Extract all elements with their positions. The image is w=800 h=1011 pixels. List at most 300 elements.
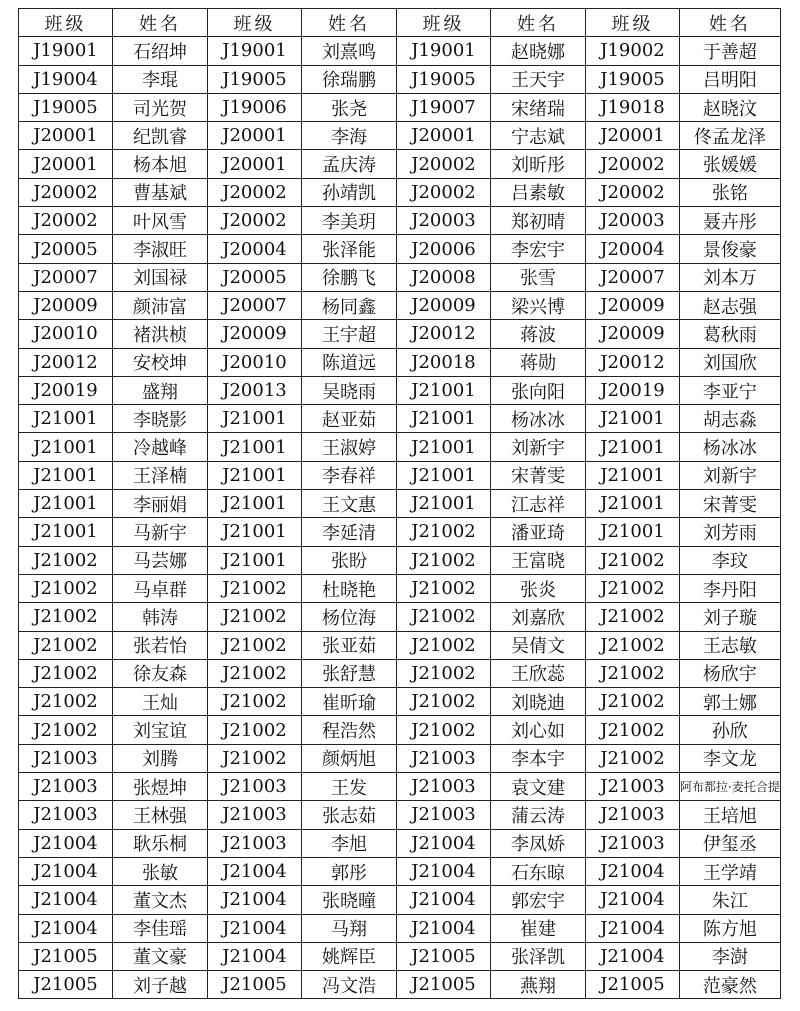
class-cell: J21004 bbox=[19, 914, 113, 942]
name-cell: 吕素敏 bbox=[491, 178, 586, 206]
name-cell: 孟庆涛 bbox=[302, 150, 397, 178]
name-cell: 郭士娜 bbox=[680, 688, 781, 716]
name-cell: 褚洪桢 bbox=[113, 320, 208, 348]
class-cell: J20005 bbox=[208, 263, 302, 291]
name-cell: 袁文建 bbox=[491, 773, 586, 801]
column-header-name: 姓名 bbox=[113, 9, 208, 37]
name-cell: 杨冰冰 bbox=[491, 405, 586, 433]
class-cell: J21003 bbox=[208, 829, 302, 857]
class-cell: J21003 bbox=[586, 801, 680, 829]
class-cell: J20012 bbox=[397, 320, 491, 348]
class-cell: J21001 bbox=[19, 405, 113, 433]
class-cell: J21001 bbox=[208, 490, 302, 518]
name-cell: 刘腾 bbox=[113, 744, 208, 772]
table-row bbox=[19, 291, 781, 319]
class-cell: J20004 bbox=[208, 235, 302, 263]
class-cell: J21001 bbox=[397, 405, 491, 433]
name-cell: 张亚茹 bbox=[302, 631, 397, 659]
class-cell: J21003 bbox=[397, 801, 491, 829]
name-cell: 蒋波 bbox=[491, 320, 586, 348]
name-cell: 杨欣宇 bbox=[680, 659, 781, 687]
name-cell: 张向阳 bbox=[491, 376, 586, 404]
name-cell: 李海 bbox=[302, 122, 397, 150]
name-cell: 韩涛 bbox=[113, 603, 208, 631]
class-cell: J20009 bbox=[208, 320, 302, 348]
name-cell: 杨本旭 bbox=[113, 150, 208, 178]
class-cell: J21002 bbox=[19, 546, 113, 574]
name-cell: 马芸娜 bbox=[113, 546, 208, 574]
name-cell: 张敏 bbox=[113, 857, 208, 885]
name-cell: 刘芳雨 bbox=[680, 518, 781, 546]
class-cell: J20003 bbox=[397, 207, 491, 235]
class-cell: J21001 bbox=[586, 490, 680, 518]
name-cell: 王泽楠 bbox=[113, 461, 208, 489]
name-cell: 马新宇 bbox=[113, 518, 208, 546]
table-header bbox=[19, 9, 781, 37]
roster-table bbox=[18, 8, 781, 999]
table-row bbox=[19, 405, 781, 433]
name-cell: 马卓群 bbox=[113, 574, 208, 602]
name-cell: 颜炳旭 bbox=[302, 744, 397, 772]
name-cell: 王志敏 bbox=[680, 631, 781, 659]
name-cell: 聂卉彤 bbox=[680, 207, 781, 235]
column-header-class: 班级 bbox=[397, 9, 491, 37]
table-row bbox=[19, 348, 781, 376]
name-cell: 宋菁雯 bbox=[680, 490, 781, 518]
class-cell: J21001 bbox=[586, 461, 680, 489]
name-cell: 吴晓雨 bbox=[302, 376, 397, 404]
class-cell: J20005 bbox=[19, 235, 113, 263]
class-cell: J20009 bbox=[397, 291, 491, 319]
table-row bbox=[19, 829, 781, 857]
class-cell: J21001 bbox=[397, 461, 491, 489]
class-cell: J21002 bbox=[397, 574, 491, 602]
column-header-class: 班级 bbox=[208, 9, 302, 37]
name-cell: 李美玥 bbox=[302, 207, 397, 235]
column-header-class: 班级 bbox=[586, 9, 680, 37]
name-cell: 蒲云涛 bbox=[491, 801, 586, 829]
name-cell: 崔昕瑜 bbox=[302, 688, 397, 716]
class-cell: J21003 bbox=[586, 773, 680, 801]
name-cell: 吕明阳 bbox=[680, 65, 781, 93]
name-cell: 赵亚茹 bbox=[302, 405, 397, 433]
name-cell: 李本宇 bbox=[491, 744, 586, 772]
class-cell: J19005 bbox=[397, 65, 491, 93]
name-cell: 李旭 bbox=[302, 829, 397, 857]
name-cell: 刘新宇 bbox=[491, 433, 586, 461]
class-cell: J20004 bbox=[586, 235, 680, 263]
name-cell: 李丽娟 bbox=[113, 490, 208, 518]
name-cell: 李澍 bbox=[680, 942, 781, 970]
class-cell: J20007 bbox=[19, 263, 113, 291]
class-cell: J21005 bbox=[397, 971, 491, 999]
name-cell: 梁兴博 bbox=[491, 291, 586, 319]
name-cell: 郑初晴 bbox=[491, 207, 586, 235]
table-row bbox=[19, 122, 781, 150]
name-cell: 阿布都拉·麦托合提 bbox=[680, 773, 781, 801]
name-cell: 李丹阳 bbox=[680, 574, 781, 602]
name-cell: 王宇超 bbox=[302, 320, 397, 348]
name-cell: 姚辉臣 bbox=[302, 942, 397, 970]
name-cell: 董文豪 bbox=[113, 942, 208, 970]
table-row bbox=[19, 235, 781, 263]
name-cell: 王天宇 bbox=[491, 65, 586, 93]
name-cell: 李文龙 bbox=[680, 744, 781, 772]
name-cell: 刘昕彤 bbox=[491, 150, 586, 178]
table-row bbox=[19, 659, 781, 687]
name-cell: 葛秋雨 bbox=[680, 320, 781, 348]
class-cell: J19007 bbox=[397, 93, 491, 121]
class-cell: J21002 bbox=[586, 546, 680, 574]
table-row bbox=[19, 857, 781, 885]
name-cell: 孙欣 bbox=[680, 716, 781, 744]
class-cell: J21002 bbox=[586, 744, 680, 772]
class-cell: J21002 bbox=[208, 574, 302, 602]
name-cell: 伊玺丞 bbox=[680, 829, 781, 857]
name-cell: 李宏宇 bbox=[491, 235, 586, 263]
name-cell: 刘嘉欣 bbox=[491, 603, 586, 631]
name-cell: 王欣蕊 bbox=[491, 659, 586, 687]
name-cell: 刘宝谊 bbox=[113, 716, 208, 744]
class-cell: J20002 bbox=[208, 178, 302, 206]
class-cell: J21002 bbox=[208, 744, 302, 772]
class-cell: J20003 bbox=[586, 207, 680, 235]
class-cell: J21004 bbox=[208, 857, 302, 885]
name-cell: 程浩然 bbox=[302, 716, 397, 744]
name-cell: 陈方旭 bbox=[680, 914, 781, 942]
name-cell: 郭彤 bbox=[302, 857, 397, 885]
name-cell: 孙靖凯 bbox=[302, 178, 397, 206]
name-cell: 董文杰 bbox=[113, 886, 208, 914]
name-cell: 张雪 bbox=[491, 263, 586, 291]
class-cell: J20008 bbox=[397, 263, 491, 291]
class-cell: J20001 bbox=[397, 122, 491, 150]
class-cell: J21003 bbox=[19, 773, 113, 801]
class-cell: J21004 bbox=[19, 886, 113, 914]
name-cell: 马翔 bbox=[302, 914, 397, 942]
table-row bbox=[19, 688, 781, 716]
class-cell: J19004 bbox=[19, 65, 113, 93]
name-cell: 杨同鑫 bbox=[302, 291, 397, 319]
name-cell: 杜晓艳 bbox=[302, 574, 397, 602]
name-cell: 燕翔 bbox=[491, 971, 586, 999]
class-cell: J20001 bbox=[586, 122, 680, 150]
class-cell: J20001 bbox=[208, 122, 302, 150]
table-row bbox=[19, 942, 781, 970]
name-cell: 刘晓迪 bbox=[491, 688, 586, 716]
name-cell: 李亚宁 bbox=[680, 376, 781, 404]
name-cell: 赵晓汶 bbox=[680, 93, 781, 121]
name-cell: 盛翔 bbox=[113, 376, 208, 404]
class-cell: J20001 bbox=[19, 150, 113, 178]
class-cell: J21001 bbox=[19, 490, 113, 518]
class-cell: J21002 bbox=[586, 659, 680, 687]
name-cell: 杨冰冰 bbox=[680, 433, 781, 461]
class-cell: J20002 bbox=[19, 207, 113, 235]
name-cell: 王富晓 bbox=[491, 546, 586, 574]
class-cell: J21004 bbox=[586, 942, 680, 970]
column-header-class: 班级 bbox=[19, 9, 113, 37]
name-cell: 刘熹鸣 bbox=[302, 37, 397, 65]
class-cell: J20009 bbox=[19, 291, 113, 319]
name-cell: 张媛媛 bbox=[680, 150, 781, 178]
class-cell: J21002 bbox=[397, 546, 491, 574]
class-cell: J20001 bbox=[19, 122, 113, 150]
class-cell: J21002 bbox=[208, 716, 302, 744]
name-cell: 曹基斌 bbox=[113, 178, 208, 206]
class-cell: J20002 bbox=[586, 178, 680, 206]
name-cell: 张铭 bbox=[680, 178, 781, 206]
class-cell: J21001 bbox=[586, 405, 680, 433]
table-row bbox=[19, 490, 781, 518]
name-cell: 吴倩文 bbox=[491, 631, 586, 659]
class-cell: J21002 bbox=[19, 603, 113, 631]
name-cell: 叶风雪 bbox=[113, 207, 208, 235]
table-row bbox=[19, 914, 781, 942]
class-cell: J21001 bbox=[208, 405, 302, 433]
name-cell: 赵志强 bbox=[680, 291, 781, 319]
name-cell: 王培旭 bbox=[680, 801, 781, 829]
class-cell: J21005 bbox=[19, 942, 113, 970]
name-cell: 张煜坤 bbox=[113, 773, 208, 801]
column-header-name: 姓名 bbox=[302, 9, 397, 37]
name-cell: 张志茹 bbox=[302, 801, 397, 829]
table-row bbox=[19, 65, 781, 93]
class-cell: J20009 bbox=[586, 291, 680, 319]
name-cell: 刘新宇 bbox=[680, 461, 781, 489]
class-cell: J21001 bbox=[586, 433, 680, 461]
class-cell: J21001 bbox=[208, 433, 302, 461]
table-row bbox=[19, 546, 781, 574]
class-cell: J21002 bbox=[19, 688, 113, 716]
class-cell: J19005 bbox=[19, 93, 113, 121]
name-cell: 李佳瑶 bbox=[113, 914, 208, 942]
class-cell: J21002 bbox=[208, 659, 302, 687]
column-header-name: 姓名 bbox=[680, 9, 781, 37]
class-cell: J20012 bbox=[19, 348, 113, 376]
class-cell: J20007 bbox=[208, 291, 302, 319]
class-cell: J20010 bbox=[19, 320, 113, 348]
class-cell: J19001 bbox=[19, 37, 113, 65]
class-cell: J21002 bbox=[208, 631, 302, 659]
class-cell: J21005 bbox=[208, 971, 302, 999]
table-row bbox=[19, 461, 781, 489]
class-cell: J21002 bbox=[208, 688, 302, 716]
class-cell: J21004 bbox=[586, 886, 680, 914]
class-cell: J21002 bbox=[397, 631, 491, 659]
name-cell: 崔建 bbox=[491, 914, 586, 942]
class-cell: J20019 bbox=[586, 376, 680, 404]
name-cell: 李晓影 bbox=[113, 405, 208, 433]
name-cell: 李玟 bbox=[680, 546, 781, 574]
class-cell: J20002 bbox=[586, 150, 680, 178]
class-cell: J21002 bbox=[19, 716, 113, 744]
name-cell: 张炎 bbox=[491, 574, 586, 602]
table-row bbox=[19, 631, 781, 659]
class-cell: J21002 bbox=[397, 716, 491, 744]
class-cell: J20006 bbox=[397, 235, 491, 263]
name-cell: 颜沛富 bbox=[113, 291, 208, 319]
name-cell: 张舒慧 bbox=[302, 659, 397, 687]
class-cell: J21004 bbox=[397, 829, 491, 857]
class-cell: J21001 bbox=[586, 518, 680, 546]
class-cell: J21003 bbox=[19, 801, 113, 829]
class-cell: J19001 bbox=[397, 37, 491, 65]
name-cell: 李凤娇 bbox=[491, 829, 586, 857]
class-cell: J21004 bbox=[397, 857, 491, 885]
table-row bbox=[19, 603, 781, 631]
class-cell: J20019 bbox=[19, 376, 113, 404]
class-cell: J21002 bbox=[586, 716, 680, 744]
name-cell: 宋菁雯 bbox=[491, 461, 586, 489]
class-cell: J21001 bbox=[19, 518, 113, 546]
name-cell: 徐鹏飞 bbox=[302, 263, 397, 291]
class-cell: J21003 bbox=[208, 801, 302, 829]
name-cell: 陈道远 bbox=[302, 348, 397, 376]
name-cell: 张盼 bbox=[302, 546, 397, 574]
class-cell: J21002 bbox=[397, 688, 491, 716]
name-cell: 杨位海 bbox=[302, 603, 397, 631]
name-cell: 石东晾 bbox=[491, 857, 586, 885]
class-cell: J21003 bbox=[208, 773, 302, 801]
name-cell: 李淑旺 bbox=[113, 235, 208, 263]
class-cell: J19005 bbox=[586, 65, 680, 93]
name-cell: 李延清 bbox=[302, 518, 397, 546]
class-cell: J21005 bbox=[586, 971, 680, 999]
class-cell: J21002 bbox=[586, 603, 680, 631]
class-cell: J19018 bbox=[586, 93, 680, 121]
class-cell: J21004 bbox=[19, 857, 113, 885]
name-cell: 赵晓娜 bbox=[491, 37, 586, 65]
class-cell: J20002 bbox=[208, 207, 302, 235]
name-cell: 朱江 bbox=[680, 886, 781, 914]
table-row bbox=[19, 971, 781, 999]
class-cell: J21002 bbox=[586, 574, 680, 602]
class-cell: J19002 bbox=[586, 37, 680, 65]
class-cell: J21001 bbox=[208, 461, 302, 489]
class-cell: J21004 bbox=[208, 942, 302, 970]
name-cell: 宋绪瑞 bbox=[491, 93, 586, 121]
name-cell: 纪凯睿 bbox=[113, 122, 208, 150]
class-cell: J21001 bbox=[19, 433, 113, 461]
table-body bbox=[19, 37, 781, 999]
class-cell: J19001 bbox=[208, 37, 302, 65]
name-cell: 司光贺 bbox=[113, 93, 208, 121]
class-cell: J21002 bbox=[397, 518, 491, 546]
name-cell: 蒋勋 bbox=[491, 348, 586, 376]
class-cell: J20012 bbox=[586, 348, 680, 376]
class-cell: J21001 bbox=[208, 546, 302, 574]
class-cell: J21004 bbox=[208, 914, 302, 942]
table-row bbox=[19, 320, 781, 348]
class-cell: J20002 bbox=[397, 150, 491, 178]
class-cell: J21004 bbox=[397, 914, 491, 942]
class-cell: J20002 bbox=[397, 178, 491, 206]
class-cell: J21001 bbox=[397, 376, 491, 404]
class-cell: J21003 bbox=[397, 773, 491, 801]
table-row bbox=[19, 178, 781, 206]
table-row bbox=[19, 801, 781, 829]
header-row bbox=[19, 9, 781, 37]
class-cell: J21002 bbox=[19, 659, 113, 687]
name-cell: 张尧 bbox=[302, 93, 397, 121]
class-cell: J20010 bbox=[208, 348, 302, 376]
table-row bbox=[19, 37, 781, 65]
name-cell: 潘亚琦 bbox=[491, 518, 586, 546]
name-cell: 李琨 bbox=[113, 65, 208, 93]
name-cell: 冷越峰 bbox=[113, 433, 208, 461]
table-row bbox=[19, 574, 781, 602]
class-cell: J21002 bbox=[586, 688, 680, 716]
table-row bbox=[19, 263, 781, 291]
class-cell: J21001 bbox=[397, 490, 491, 518]
table-row bbox=[19, 150, 781, 178]
class-cell: J20002 bbox=[19, 178, 113, 206]
name-cell: 王发 bbox=[302, 773, 397, 801]
class-cell: J20007 bbox=[586, 263, 680, 291]
name-cell: 佟孟龙泽 bbox=[680, 122, 781, 150]
name-cell: 范豪然 bbox=[680, 971, 781, 999]
name-cell: 郭宏宇 bbox=[491, 886, 586, 914]
name-cell: 耿乐桐 bbox=[113, 829, 208, 857]
name-cell: 刘国欣 bbox=[680, 348, 781, 376]
name-cell: 王文惠 bbox=[302, 490, 397, 518]
class-cell: J21002 bbox=[397, 659, 491, 687]
name-cell: 石绍坤 bbox=[113, 37, 208, 65]
table-row bbox=[19, 376, 781, 404]
name-cell: 张若怡 bbox=[113, 631, 208, 659]
table-row bbox=[19, 716, 781, 744]
column-header-name: 姓名 bbox=[491, 9, 586, 37]
class-cell: J21003 bbox=[586, 829, 680, 857]
name-cell: 王淑婷 bbox=[302, 433, 397, 461]
class-cell: J21001 bbox=[397, 433, 491, 461]
class-cell: J21002 bbox=[19, 631, 113, 659]
class-cell: J19005 bbox=[208, 65, 302, 93]
name-cell: 刘心如 bbox=[491, 716, 586, 744]
name-cell: 刘国禄 bbox=[113, 263, 208, 291]
class-cell: J21005 bbox=[397, 942, 491, 970]
name-cell: 徐瑞鹏 bbox=[302, 65, 397, 93]
class-cell: J21004 bbox=[586, 857, 680, 885]
name-cell: 徐友森 bbox=[113, 659, 208, 687]
class-cell: J21003 bbox=[397, 744, 491, 772]
class-cell: J21001 bbox=[19, 461, 113, 489]
class-cell: J21002 bbox=[19, 574, 113, 602]
name-cell: 胡志淼 bbox=[680, 405, 781, 433]
name-cell: 王学靖 bbox=[680, 857, 781, 885]
class-cell: J21004 bbox=[397, 886, 491, 914]
table-row bbox=[19, 93, 781, 121]
table-row bbox=[19, 433, 781, 461]
name-cell: 张泽能 bbox=[302, 235, 397, 263]
name-cell: 刘子越 bbox=[113, 971, 208, 999]
class-cell: J21004 bbox=[586, 914, 680, 942]
table-row bbox=[19, 886, 781, 914]
name-cell: 景俊豪 bbox=[680, 235, 781, 263]
class-cell: J21004 bbox=[19, 829, 113, 857]
name-cell: 刘本万 bbox=[680, 263, 781, 291]
class-cell: J20013 bbox=[208, 376, 302, 404]
name-cell: 冯文浩 bbox=[302, 971, 397, 999]
name-cell: 王灿 bbox=[113, 688, 208, 716]
name-cell: 安校坤 bbox=[113, 348, 208, 376]
name-cell: 张晓曈 bbox=[302, 886, 397, 914]
name-cell: 李春祥 bbox=[302, 461, 397, 489]
class-cell: J20009 bbox=[586, 320, 680, 348]
table-row bbox=[19, 518, 781, 546]
class-cell: J19006 bbox=[208, 93, 302, 121]
